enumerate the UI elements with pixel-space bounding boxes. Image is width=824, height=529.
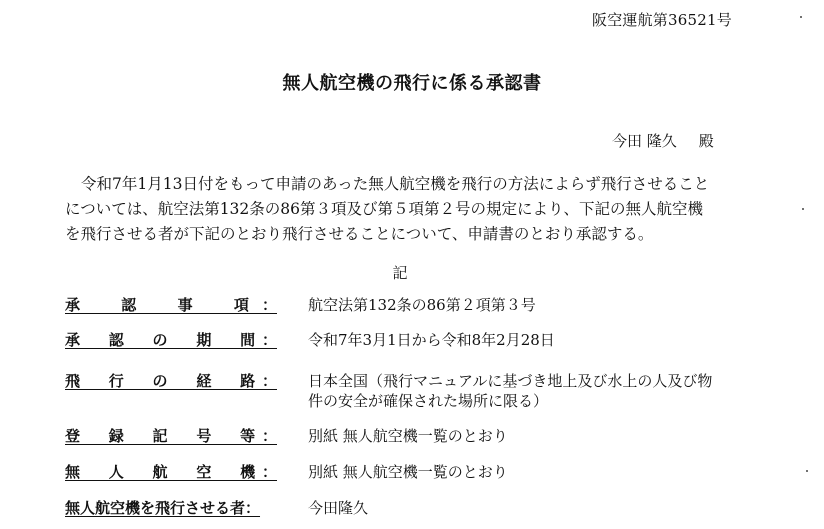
item-value: 令和7年3月1日から令和8年2月28日 xyxy=(308,331,555,349)
item-value: 別紙 無人航空機一覧のとおり xyxy=(308,463,508,481)
approval-statement-line: を飛行させる者が下記のとおり飛行させることについて、申請書のとおり承認する。 xyxy=(65,225,654,243)
approval-statement-line: 令和7年1月13日付をもって申請のあった無人航空機を飛行の方法によらず飛行させること xyxy=(81,175,710,193)
item-label: 飛 行 の 経 路： xyxy=(65,372,277,390)
item-label: 登 録 記 号 等： xyxy=(65,427,277,445)
addressee-honorific: 殿 xyxy=(698,132,714,150)
addressee xyxy=(612,130,714,151)
document-title: 無人航空機の飛行に係る承認書 xyxy=(282,73,542,94)
item-label: 承 認 の 期 間： xyxy=(65,331,277,349)
document-number: 阪空運航第36521号 xyxy=(592,11,732,29)
approval-statement-line: については、航空法第132条の86第３項及び第５項第２号の規定により、下記の無人航空機 xyxy=(65,200,704,218)
addressee-name: 今田 隆久 xyxy=(612,132,677,150)
item-label: 承 認 事 項： xyxy=(65,296,277,314)
ki-heading: 記 xyxy=(392,264,408,282)
scan-speck xyxy=(800,16,802,18)
item-label: 無 人 航 空 機： xyxy=(65,463,277,481)
approval-statement xyxy=(65,172,765,247)
item-value: 今田隆久 xyxy=(308,499,369,517)
item-label: 無人航空機を飛行させる者： xyxy=(65,499,261,517)
item-value: 日本全国（飛行マニュアルに基づき地上及び水上の人及び物 件の安全が確保された場所に限る） xyxy=(308,372,713,410)
item-value: 別紙 無人航空機一覧のとおり xyxy=(308,427,508,445)
item-value: 航空法第132条の86第２項第３号 xyxy=(308,296,536,314)
scan-speck xyxy=(802,208,804,210)
scan-speck xyxy=(806,470,808,472)
